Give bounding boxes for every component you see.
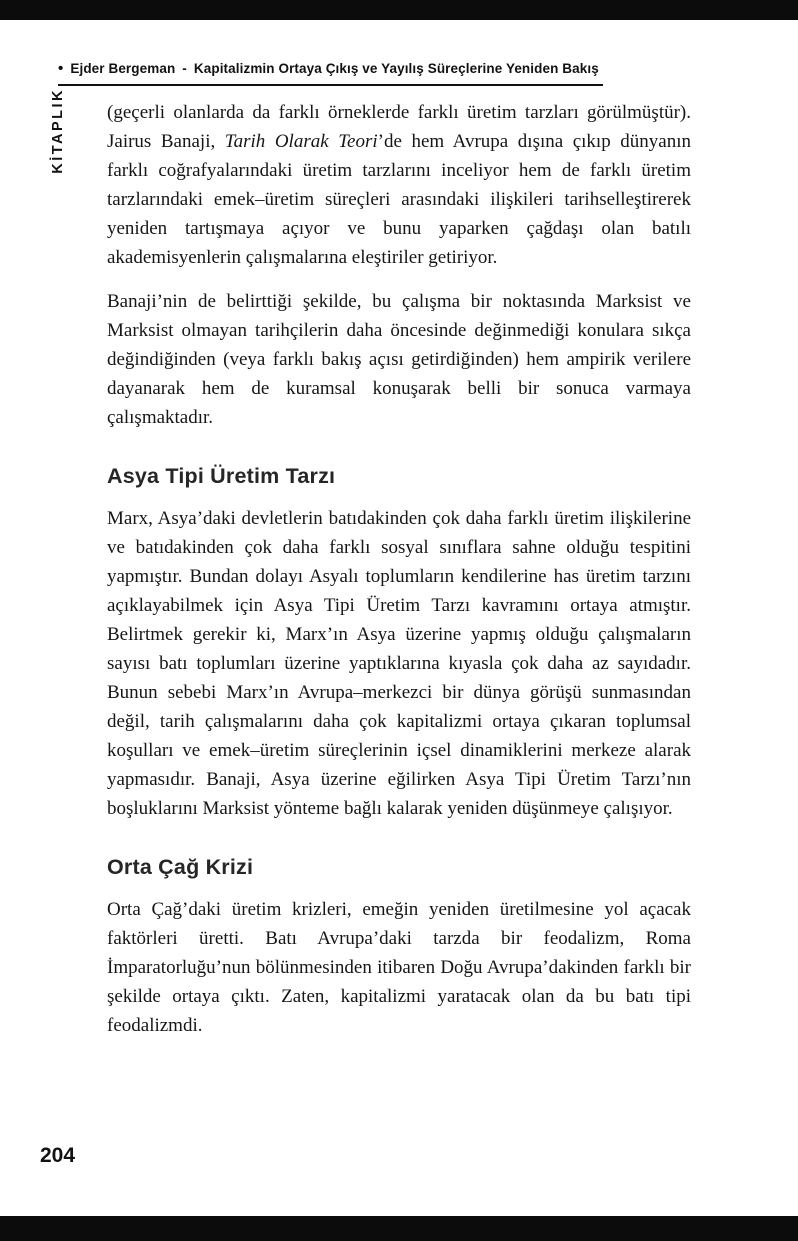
text-segment: Orta Çağ’daki üretim krizleri, emeğin yeniden üretilmesine yol açacak faktörleri üretti. Batı Avrupa’daki tarzda bir feodalizm, Roma İmparatorluğu’nun bölünmesinden itibaren Doğu Avrupa’dakinden farklı bir şekilde ortaya çıktı. Zaten, kapitalizmi yaratacak olan da bu batı tipi feodalizmdi. (107, 899, 691, 1036)
header-bullet-icon: • (58, 60, 64, 77)
top-edge-bar (0, 0, 798, 20)
italic-text-segment: Tarih Olarak Teori (224, 131, 378, 152)
header-author: Ejder Bergeman (70, 61, 176, 76)
body-paragraph (107, 98, 691, 272)
text-segment: Marx, Asya’daki devletlerin batıdakinden çok daha farklı üretim ilişkilerine ve batıdakinden çok daha farklı sosyal sınıflara sahne olduğu tespitini yapmıştır. Bundan dolayı Asyalı toplumların kendilerine has üretim tarzını açıklayabilmek için Asya Tipi Üretim Tarzı kavramını ortaya atmıştır. Belirtmek gerekir ki, Marx’ın Asya üzerine yapmış olduğu çalışmaların sayısı batı toplumları üzerine yaptıklarına kıyasla çok daha az sayıdadır. Bunun sebebi Marx’ın Avrupa–merkezci bir dünya görüşü sunmasından değil, tarih çalışmalarını daha çok kapitalizmi ortaya çıkaran toplumsal koşulları ve emek–üretim süreçlerinin içsel dinamiklerini merkeze alarak yapmasıdır. Banaji, Asya üzerine eğilirken Asya Tipi Üretim Tarzı’nın boşluklarını Marksist yönteme bağlı kalarak yeniden düşünmeye çalışıyor. (107, 508, 691, 819)
body-paragraph (107, 895, 691, 1040)
running-header (58, 60, 603, 86)
section-heading: Orta Çağ Krizi (107, 855, 254, 879)
bottom-edge-bar (0, 1216, 798, 1241)
section-heading: Asya Tipi Üretim Tarzı (107, 464, 336, 488)
header-book-title: Kapitalizmin Ortaya Çıkış ve Yayılış Süreçlerine Yeniden Bakış (193, 61, 599, 76)
body-paragraph (107, 504, 691, 823)
body-text-column (107, 98, 691, 1055)
body-paragraph (107, 287, 691, 432)
text-segment: Banaji’nin de belirttiği şekilde, bu çalışma bir noktasında Marksist ve Marksist olmayan tarihçilerin daha öncesinde değinmediği konulara sıkça değindiğinden (veya farklı bakış açısı getirdiğinden) hem ampirik verilere dayanarak hem de kuramsal konuşarak belli bir sonuca varmaya çalışmaktadır. (107, 291, 691, 428)
page-number: 204 (40, 1144, 76, 1167)
text-segment: (geçerli olanlarda da farklı örneklerde farklı üretim tarzları görülmüştür). Jairus Banaji, (107, 102, 691, 152)
header-separator: - (182, 61, 187, 76)
text-segment: ’de hem Avrupa dışına çıkıp dünyanın farklı coğrafyalarındaki üretim tarzlarını inceliyor hem de farklı üretim tarzlarındaki emek–üretim süreçleri arasındaki ilişkileri tarihselleştirerek yeniden tartışmaya açıyor ve bunu yaparken çağdaşı olan batılı akademisyenlerin çalışmalarına eleştiriler getiriyor. (107, 131, 691, 268)
series-label-vertical: KİTAPLIK (50, 88, 66, 174)
